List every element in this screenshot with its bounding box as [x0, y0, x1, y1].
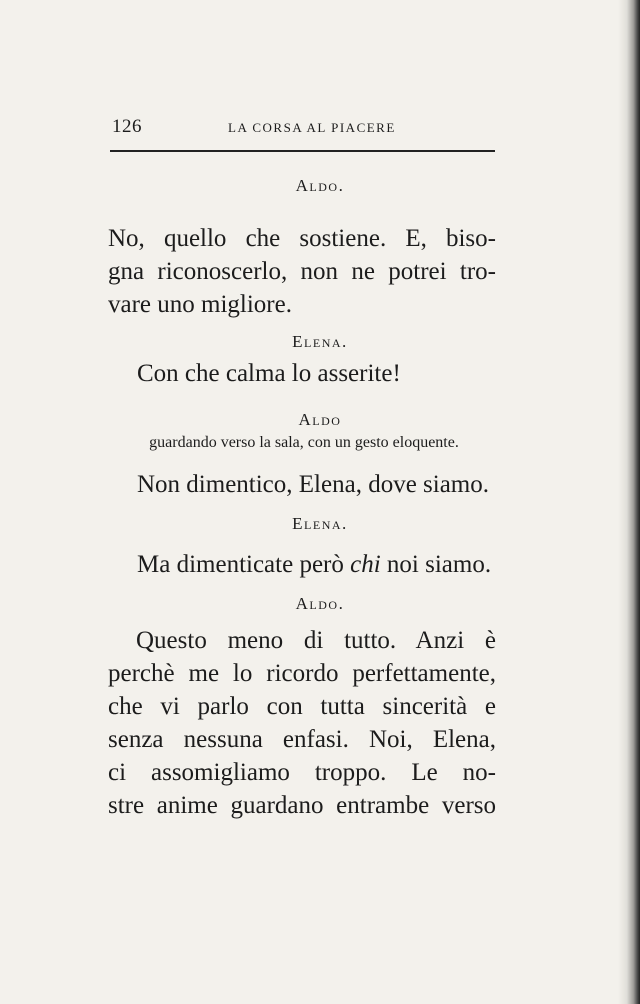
emphasis-text: chi [350, 551, 381, 578]
speech-text: noi siamo. [380, 551, 492, 578]
speech-line: vare uno migliore. [108, 291, 292, 318]
running-title: LA CORSA AL PIACERE [228, 120, 396, 135]
speech-line: Non dimentico, Elena, dove siamo. [137, 471, 490, 498]
speech-line: Questo meno di tutto. Anzi è [136, 627, 496, 654]
speaker-elena-2: Elena. [292, 514, 348, 533]
speech-line: stre anime guardano entrambe verso [108, 792, 496, 819]
speech-line: Con che calma lo asserite! [137, 360, 401, 387]
speech-line: gna riconoscerlo, non ne potrei tro- [108, 258, 496, 285]
speech-elena-1 [137, 357, 497, 390]
speech-line: senza nessuna enfasi. Noi, Elena, [108, 726, 496, 753]
speaker-aldo-2: Aldo [298, 410, 342, 429]
speech-line: che vi parlo con tutta sincerità e [108, 693, 496, 720]
speech-line: ci assomigliamo troppo. Le no- [108, 759, 496, 786]
speech-line: No, quello che sostiene. E, biso- [108, 225, 496, 252]
speaker-elena-1: Elena. [292, 332, 348, 351]
speech-aldo-2 [137, 468, 497, 501]
page-edge-shadow [618, 0, 640, 1004]
speech-text: Ma dimenticate però [137, 551, 351, 578]
header-rule [110, 150, 495, 152]
speech-elena-2 [137, 548, 497, 581]
stage-direction: guardando verso la sala, con un gesto eloquente. [149, 434, 459, 451]
speaker-aldo-3: Aldo. [295, 594, 345, 613]
page-header [112, 116, 496, 140]
speech-aldo-1 [108, 222, 496, 321]
speaker-aldo-1: Aldo. [295, 176, 345, 195]
page-number: 126 [112, 116, 142, 137]
speech-line: perchè me lo ricordo perfettamente, [108, 660, 496, 687]
speech-aldo-3 [108, 624, 496, 822]
